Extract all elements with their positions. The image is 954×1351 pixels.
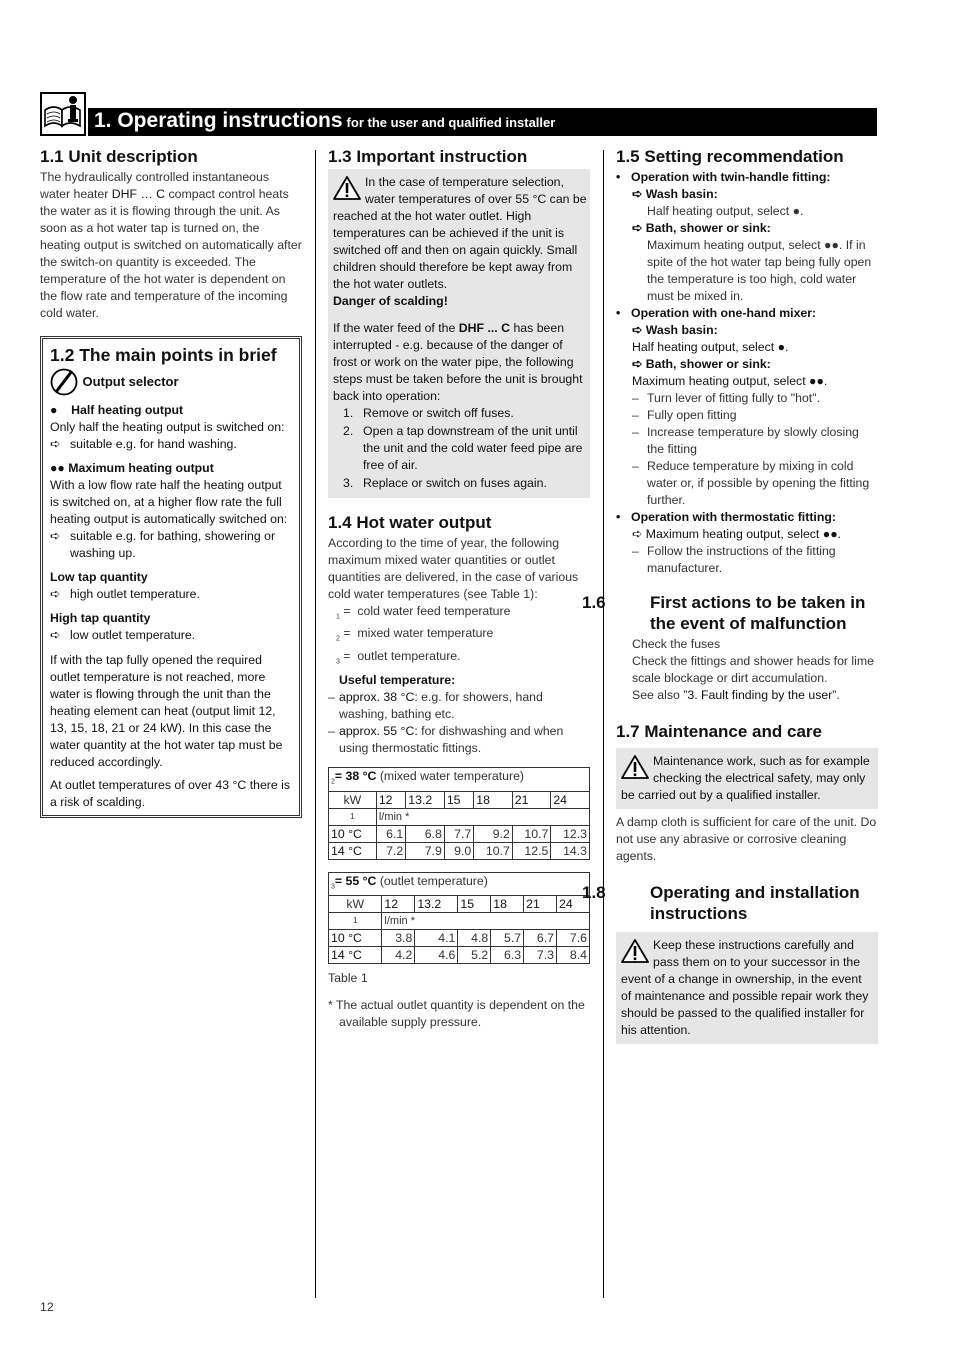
arrow-text: suitable e.g. for hand washing. [70, 437, 237, 451]
arrow-icon: ➪ [50, 529, 61, 543]
arrow-icon: ➪ [50, 628, 61, 642]
table-cell: 24 [557, 896, 590, 913]
maintenance-warning-box [616, 748, 878, 809]
unit-description-text [40, 169, 302, 322]
warning-icon [621, 939, 649, 963]
table-cell: 3.8 [382, 930, 415, 947]
table-row [329, 913, 590, 930]
text-span: has been interrupted - e.g. because of the danger of frost or work on the water pipe, the following steps must be taken before the unit is brought back into operation: [333, 321, 583, 403]
table-cell: 12.3 [551, 825, 590, 842]
table-cell: 5.2 [458, 947, 491, 964]
column-2 [328, 146, 590, 1031]
steps-list [333, 405, 588, 492]
book-info-icon [40, 92, 86, 136]
label-text: Maximum heating output [68, 461, 214, 475]
table-cell: 7.3 [524, 947, 557, 964]
table-cell: 14 °C [329, 842, 377, 859]
table-row [329, 947, 590, 964]
symbol-subscript: 3 [336, 658, 340, 666]
text-line: Check the fuses [632, 637, 721, 651]
page-subtitle: for the user and qualified installer [346, 115, 556, 130]
table-cell: 6.7 [524, 930, 557, 947]
bullet-label: Operation with twin-handle fitting: [631, 170, 831, 184]
malfunction-text [616, 636, 878, 704]
sub-label [632, 220, 878, 237]
temperature-value: approx. 38 °C: [339, 690, 418, 705]
table-row [329, 791, 590, 808]
table-cell: 14 °C [329, 947, 382, 964]
double-dot-icon: ●● [50, 461, 65, 475]
output-selector-row [50, 368, 293, 396]
arrow-icon: ➪ [632, 357, 643, 371]
hot-water-output-text: According to the time of year, the following maximum mixed water quantities or outlet quantities are delivered, in the case of various cold water temperatures (see Table 1): [328, 536, 579, 601]
table-cell: kW [329, 791, 377, 808]
bullet-item: • Operation with twin-handle fitting: [616, 170, 831, 184]
list-item [343, 423, 588, 474]
label-text: Wash basin: [645, 187, 718, 201]
arrow-text: low outlet temperature. [70, 628, 196, 642]
sub-label [632, 356, 878, 373]
label-text: Bath, shower or sink: [645, 357, 771, 371]
table-cell: 12.5 [512, 842, 551, 859]
text-line: Check the fittings and shower heads for lime scale blockage or dirt accumulation. [632, 654, 874, 685]
step-number: 3. [343, 476, 354, 490]
section-heading: 1.1 Unit description [40, 147, 198, 166]
table-title-value: = 55 °C [334, 873, 377, 888]
indent-block [616, 186, 878, 305]
useful-temperature-label: Useful temperature: [339, 673, 456, 688]
low-tap-label: Low tap quantity [50, 570, 148, 584]
table-row [329, 808, 590, 825]
page-title [94, 109, 555, 133]
text-span: If the water feed of the [333, 321, 459, 335]
definition-text: cold water feed temperature [357, 604, 511, 618]
sub-label [632, 186, 878, 203]
output-table-38 [328, 767, 590, 859]
warning-text: Maintenance work, such as for example checking the electrical safety, may only be carried out by a qualified installer. [621, 754, 870, 802]
definition-text: mixed water temperature [357, 626, 494, 641]
label-text: Wash basin: [645, 323, 718, 337]
text-span: compact control heats the water as it is flowing through the unit. As soon as a hot water tap is turned on, the heating output is switched on automatically after the switch-on quantity is exceeded. The temperature of the hot water is dependent on the flow rate and temperature of the incoming cold water. [40, 187, 302, 320]
indent-block [616, 322, 878, 509]
table-cell: 24 [551, 791, 590, 808]
step-text: Open a tap downstream of the unit until the unit and the cold water feed pipe are free of air. [363, 424, 583, 472]
table-title-text: (mixed water temperature) [376, 769, 525, 784]
dash-item: – Increase temperature by slowly closing the fitting [632, 425, 859, 456]
main-points-box [40, 336, 302, 818]
column-1 [40, 146, 302, 818]
table-cell: 21 [524, 896, 557, 913]
warning-text: In the case of temperature selection, water temperatures of over 55 °C can be reached at the hot water outlet. High temperatures can be achieved if the unit is switched off and then on again quickly. Small children should therefore be kept away from the hot water outlets. [333, 175, 587, 291]
table-cell: kW [329, 896, 382, 913]
footnote: * The actual outlet quantity is dependent on the available supply pressure. [328, 998, 585, 1030]
indent-block [616, 526, 878, 577]
table-title [329, 768, 590, 791]
header-bar [88, 108, 877, 136]
dash-item: – Turn lever of fitting fully to "hot". [632, 391, 820, 405]
section-heading: 1.4 Hot water output [328, 513, 492, 532]
dash-text: Turn lever of fitting fully to "hot". [647, 391, 820, 405]
table-cell: 10.7 [512, 825, 551, 842]
bullet-label: Operation with one-hand mixer: [631, 306, 817, 320]
scalding-risk-text: At outlet temperatures of over 43 °C there is a risk of scalding. [50, 778, 291, 809]
useful-item: – approx. 55 °C: for dishwashing and when using thermostatic fittings. [328, 724, 564, 756]
table-title-text: (outlet temperature) [376, 873, 488, 888]
instructions-warning-box [616, 932, 878, 1044]
step-text: Remove or switch off fuses. [363, 406, 514, 420]
arrow-item [50, 586, 293, 603]
setting-text: Maximum heating output, select ●●. If in spite of the hot water tap being fully open the temperature is too high, cold water must be mixed in. [647, 238, 872, 303]
temperature-use: for dishwashing and when using thermostatic fittings. [339, 724, 564, 756]
bullet-label: Operation with thermostatic fitting: [631, 510, 836, 524]
section-heading [582, 592, 878, 634]
important-instruction-box [328, 169, 590, 498]
text-line [632, 687, 878, 704]
dot-icon: ● [50, 403, 58, 417]
table-cell: 7.9 [406, 842, 445, 859]
definition-item: $_2$ = mixed water temperature [336, 626, 494, 643]
dash-item: – Reduce temperature by mixing in cold water or, if possible by opening the fitting further. [632, 459, 870, 507]
bullet-item: • Operation with thermostatic fitting: [616, 510, 836, 524]
care-text: A damp cloth is sufficient for care of the unit. Do not use any abrasive or corrosive cleaning agents. [616, 815, 877, 863]
table-row [329, 930, 590, 947]
section-number: 1.6 [582, 593, 606, 612]
table-cell: 9.0 [444, 842, 473, 859]
arrow-icon: ➪ [50, 587, 61, 601]
output-selector-icon [50, 368, 78, 396]
table-cell: 10 °C [329, 930, 382, 947]
setting-text: Maximum heating output, select ●●. [632, 374, 828, 388]
output-limit-text: If with the tap fully opened the required outlet temperature is not reached, more water is flowing through the unit than the heating element can heat (output limit 12, 13, 15, 18, 21 or 24 kW). In this case the water quantity at the hot water tap must be reduced accordingly. [50, 653, 283, 769]
column-3 [582, 146, 878, 1044]
arrow-icon: ➪ [632, 323, 643, 337]
table-cell: 7.7 [444, 825, 473, 842]
table-cell: 1 [329, 913, 382, 930]
sub-label [632, 322, 878, 339]
table-cell: l/min * [382, 913, 590, 930]
arrow-icon: ➪ [632, 187, 643, 201]
column-divider [315, 150, 316, 1298]
dash-text: Increase temperature by slowly closing the fitting [647, 425, 859, 456]
step-number: 1. [343, 406, 354, 420]
dash-text: Follow the instructions of the fitting manufacturer. [647, 544, 836, 575]
arrow-item [50, 528, 293, 562]
model-name: DHF ... C [458, 321, 511, 335]
feed-interruption-text [333, 320, 588, 405]
temperature-use: e.g. for showers, hand washing, bathing etc. [339, 690, 543, 722]
section-title: First actions to be taken in the event of malfunction [650, 593, 866, 633]
section-heading: 1.5 Setting recommendation [616, 147, 844, 166]
section-heading: 1.3 Important instruction [328, 147, 528, 166]
list-item [343, 405, 588, 422]
table-cell: 13.2 [406, 791, 445, 808]
max-output-text: With a low flow rate half the heating output is switched on, at a higher flow rate the full heating output is automatically switched on: [50, 478, 288, 526]
table-cell: 13.2 [415, 896, 458, 913]
dash-item: – Follow the instructions of the fitting manufacturer. [632, 544, 836, 575]
table-title [329, 872, 590, 895]
label-text: Half heating output [71, 403, 184, 417]
arrow-icon: ➪ [50, 437, 61, 451]
table-cell: 18 [491, 896, 524, 913]
section-heading: 1.7 Maintenance and care [616, 722, 822, 741]
table-cell: 8.4 [557, 947, 590, 964]
setting-text: Half heating output, select ●. [647, 204, 804, 218]
warning-icon [621, 755, 649, 779]
definition-item: $_1$ = cold water feed temperature [336, 604, 511, 621]
table-cell: 12 [376, 791, 405, 808]
table-cell: 15 [458, 896, 491, 913]
section-heading [582, 882, 878, 924]
table-row [329, 896, 590, 913]
output-table-55 [328, 872, 590, 964]
table-cell: 6.3 [491, 947, 524, 964]
table-caption: Table 1 [328, 971, 368, 986]
table-cell: 9.2 [474, 825, 513, 842]
section-title: Operating and installation instructions [650, 883, 860, 923]
half-output-text: Only half the heating output is switched on: [50, 420, 285, 434]
text-span: . [836, 688, 840, 702]
page-number: 12 [40, 1300, 54, 1314]
label-text: Bath, shower or sink: [645, 221, 771, 235]
cross-reference: ”3. Fault finding by the user” [683, 688, 837, 702]
table-title-value: = 38 °C [334, 769, 377, 784]
definitions-list [328, 603, 590, 670]
table-cell: 18 [474, 791, 513, 808]
text-span: Maximum heating output, select ●●. [645, 527, 842, 541]
output-selector-label: Output selector [82, 374, 179, 390]
table-cell: 10.7 [474, 842, 513, 859]
setting-text [632, 526, 878, 543]
temperature-value: approx. 55 °C: [339, 724, 418, 739]
section-heading: 1.2 The main points in brief [50, 345, 277, 365]
dash-text: Reduce temperature by mixing in cold water or, if possible by opening the fitting further. [647, 459, 870, 507]
arrow-icon: ➪ [632, 221, 643, 235]
table-cell: 7.6 [557, 930, 590, 947]
max-output-label [50, 460, 293, 477]
arrow-icon: ➪ [632, 527, 643, 541]
arrow-text: suitable e.g. for bathing, showering or washing up. [70, 529, 276, 560]
symbol-subscript: 3 [331, 883, 335, 891]
symbol-subscript: 2 [336, 635, 340, 643]
bullet-item: • Operation with one-hand mixer: [616, 306, 817, 320]
table-cell: 14.3 [551, 842, 590, 859]
arrow-item [50, 436, 293, 453]
symbol-subscript: 2 [331, 778, 335, 786]
text-span: The hydraulically controlled instantaneous water heater [40, 170, 269, 201]
text-span: See also [632, 688, 684, 702]
high-tap-label: High tap quantity [50, 611, 151, 625]
warning-text: Keep these instructions carefully and pass them on to your successor in the event of a change in ownership, in the event of maintenance and possible repair work they should be passed to the qualified installer for his attention. [621, 938, 869, 1037]
warning-icon [333, 176, 361, 200]
table-cell: 6.1 [376, 825, 405, 842]
symbol-subscript: 1 [336, 613, 340, 621]
page-title-text: 1. Operating instructions [94, 109, 343, 132]
table-cell: l/min * [376, 808, 589, 825]
step-text: Replace or switch on fuses again. [363, 476, 547, 490]
useful-item: – approx. 38 °C: e.g. for showers, hand washing, bathing etc. [328, 690, 543, 722]
column-divider [603, 150, 604, 1298]
table-cell: 21 [512, 791, 551, 808]
arrow-item [50, 627, 293, 644]
table-row [329, 825, 590, 842]
table-cell: 12 [382, 896, 415, 913]
dash-text: Fully open fitting [647, 408, 737, 422]
danger-text: Danger of scalding! [333, 294, 448, 308]
table-cell: 15 [444, 791, 473, 808]
table-row [329, 842, 590, 859]
table-cell: 4.8 [458, 930, 491, 947]
table-cell: 5.7 [491, 930, 524, 947]
table-cell: 7.2 [376, 842, 405, 859]
model-name: DHF … C [111, 187, 166, 201]
setting-text: Half heating output, select ●. [632, 340, 789, 354]
definition-text: outlet temperature. [357, 648, 461, 663]
list-item [343, 475, 588, 492]
table-cell: 4.6 [415, 947, 458, 964]
definition-item: $_3$ = outlet temperature. [336, 648, 461, 666]
step-number: 2. [343, 424, 354, 438]
dash-item: – Fully open fitting [632, 408, 737, 422]
table-cell: 4.2 [382, 947, 415, 964]
table-cell: 10 °C [329, 825, 377, 842]
half-output-label [50, 402, 293, 419]
table-cell: 1 [329, 808, 377, 825]
arrow-text: high outlet temperature. [70, 587, 200, 601]
table-cell: 6.8 [406, 825, 445, 842]
table-cell: 4.1 [415, 930, 458, 947]
section-number: 1.8 [582, 883, 606, 902]
